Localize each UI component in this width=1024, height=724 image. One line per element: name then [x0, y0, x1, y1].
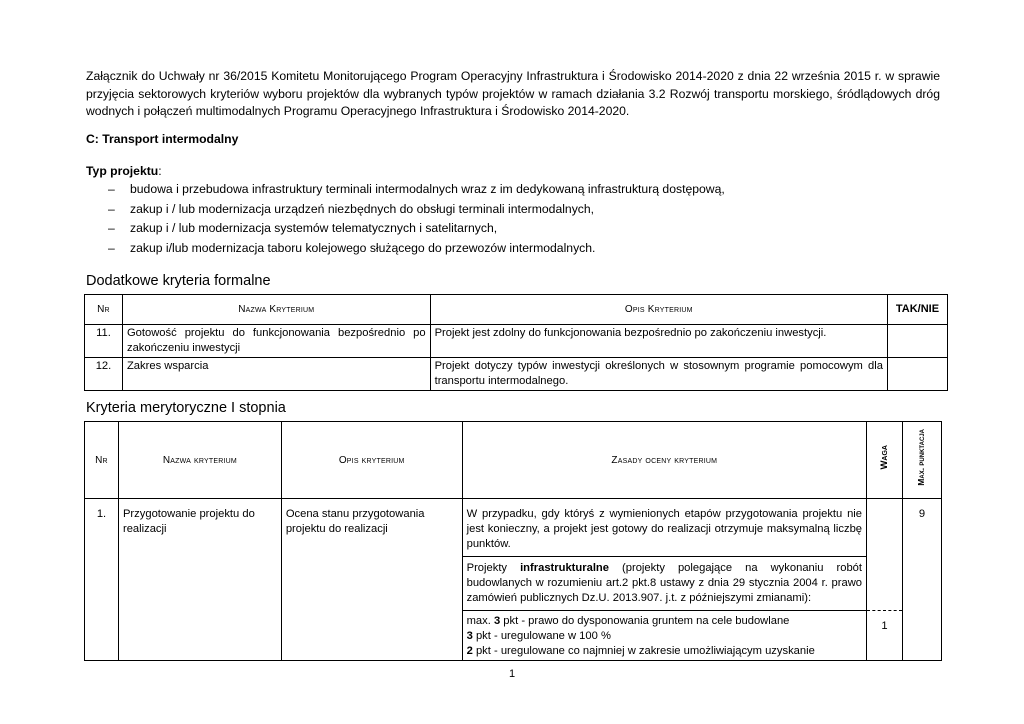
- list-item: [108, 239, 725, 259]
- land-line-1: [467, 614, 862, 629]
- cell-max: 9: [902, 499, 941, 661]
- cell-rules-infra: [462, 557, 866, 611]
- infra-bold: infrastrukturalne: [520, 562, 609, 574]
- weight-header-text: Waga: [879, 445, 890, 470]
- project-type-label-text: Typ projektu: [86, 164, 159, 178]
- cell-weight-land: 1: [867, 611, 903, 661]
- cell-name: Zakres wsparcia: [122, 358, 430, 391]
- land-line-2: [467, 629, 862, 644]
- dash-bullet: –: [108, 182, 115, 196]
- col-header-weight: [867, 422, 903, 499]
- infra-rest: (projekty polegające na wykonaniu robót budowlanych w rozumieniu art.2 pkt.8 ustawy z dnia 29 stycznia 2004 r. prawo zamówień publicznych Dz.U. 2013.907. j.t. z późniejszymi zmianami):: [466, 562, 863, 604]
- land-num: 3: [493, 615, 501, 627]
- cell-rules-intro: W przypadku, gdy któryś z wymienionych etapów przygotowania projektu nie jest konieczny, a projekt jest gotowy do realizacji otrzymuje maksymalną liczbę punktów.: [462, 499, 866, 557]
- dash-bullet: –: [108, 221, 115, 235]
- list-item-text: zakup i / lub modernizacja systemów telematycznych i satelitarnych,: [130, 221, 498, 235]
- infra-prefix: Projekty: [466, 562, 521, 574]
- cell-weight: [867, 557, 903, 611]
- land-text: pkt - uregulowane co najmniej w zakresie umożliwiającym uzyskanie: [472, 645, 815, 657]
- list-item: [108, 219, 725, 239]
- cell-nr: 1.: [85, 499, 119, 661]
- col-header-max: [902, 422, 941, 499]
- cell-rules-land: [462, 611, 866, 661]
- table-header-row: [85, 295, 948, 325]
- list-item-text: budowa i przebudowa infrastruktury terminali intermodalnych wraz z im dedykowaną infrastrukturą dostępową,: [130, 182, 725, 196]
- page-number: 1: [508, 668, 516, 680]
- merit-criteria-table: [84, 421, 942, 661]
- land-prefix: max.: [466, 615, 494, 627]
- project-type-list: [108, 180, 725, 258]
- cell-desc: Projekt jest zdolny do funkcjonowania bezpośrednio po zakończeniu inwestycji.: [430, 325, 887, 358]
- cell-desc: Projekt dotyczy typów inwestycji określonych w stosownym programie pomocowym dla transportu intermodalnego.: [430, 358, 887, 391]
- formal-criteria-table: [84, 294, 948, 391]
- land-text: pkt - prawo do dysponowania gruntem na cele budowlane: [500, 615, 790, 627]
- intro-paragraph: Załącznik do Uchwały nr 36/2015 Komitetu Monitorującego Program Operacyjny Infrastruktura i Środowisko 2014-2020 z dnia 22 września 2015 r. w sprawie przyjęcia sektorowych kryteriów wyboru projektów dla wybranych typów projektów w ramach działania 3.2 Rozwój transportu morskiego, śródlądowych dróg wodnych i połączeń multimodalnych Programu Operacyjnego Infrastruktura i Środowisko 2014-2020.: [86, 69, 940, 118]
- table-row: [85, 325, 948, 358]
- table-row: [85, 499, 942, 557]
- table-row: [85, 358, 948, 391]
- list-item: [108, 180, 725, 200]
- cell-desc: Ocena stanu przygotowania projektu do realizacji: [281, 499, 462, 661]
- list-item-text: zakup i/lub modernizacja taboru kolejowego służącego do przewozów intermodalnych.: [130, 240, 596, 255]
- dash-bullet: –: [108, 240, 115, 255]
- formal-criteria-heading: Dodatkowe kryteria formalne: [86, 273, 271, 289]
- section-title: C: Transport intermodalny: [86, 132, 239, 146]
- cell-weight: [867, 499, 903, 557]
- col-header-desc: Opis kryterium: [281, 422, 462, 499]
- list-item: [108, 200, 725, 220]
- col-header-name: Nazwa kryterium: [118, 422, 281, 499]
- project-type-colon: :: [158, 164, 162, 178]
- dash-bullet: –: [108, 201, 115, 216]
- col-header-name: Nazwa Kryterium: [122, 295, 430, 325]
- col-header-nr: Nr: [85, 295, 123, 325]
- table-header-row: [85, 422, 942, 499]
- col-header-nr: Nr: [85, 422, 119, 499]
- cell-nr: 11.: [85, 325, 123, 358]
- land-num: 2: [466, 645, 473, 657]
- cell-name: Przygotowanie projektu do realizacji: [118, 499, 281, 661]
- col-header-rules: Zasady oceny kryterium: [462, 422, 866, 499]
- merit-criteria-heading: Kryteria merytoryczne I stopnia: [86, 400, 286, 416]
- max-header-text: Max. punktacja: [916, 429, 927, 486]
- project-type-label: [86, 164, 162, 178]
- cell-name: Gotowość projektu do funkcjonowania bezpośrednio po zakończeniu inwestycji: [122, 325, 430, 358]
- cell-yesno: [887, 325, 947, 358]
- land-num: 3: [466, 630, 473, 642]
- cell-nr: 12.: [85, 358, 123, 391]
- cell-yesno: [887, 358, 947, 391]
- list-item-text: zakup i / lub modernizacja urządzeń niezbędnych do obsługi terminali intermodalnych,: [130, 201, 595, 216]
- col-header-yesno: TAK/NIE: [887, 295, 947, 325]
- land-line-3: [467, 644, 862, 659]
- col-header-desc: Opis Kryterium: [430, 295, 887, 325]
- land-text: pkt - uregulowane w 100 %: [472, 630, 611, 642]
